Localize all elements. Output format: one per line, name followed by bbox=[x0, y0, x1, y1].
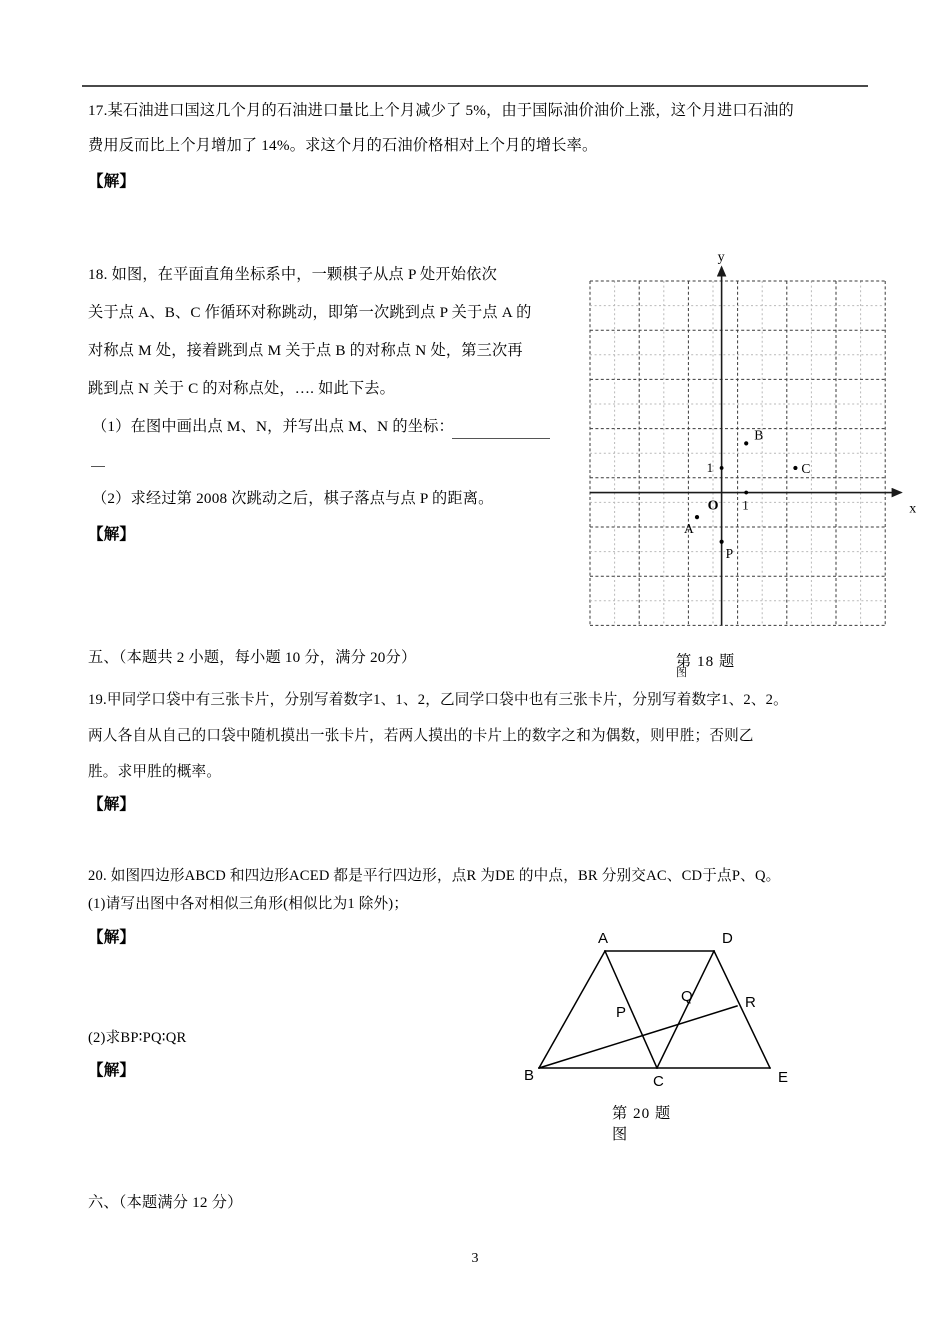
q19-solve-label: 【解】 bbox=[88, 796, 136, 813]
q20-line1: 20. 如图四边形ABCD 和四边形ACED 都是平行四边形，点R 为DE 的中点，BR 分别交AC、CD于点P、Q。 bbox=[88, 868, 781, 884]
q18-sub1: （1）在图中画出点 M、N，并写出点 M、N 的坐标： bbox=[92, 418, 454, 435]
coordinate-grid-svg bbox=[590, 250, 917, 631]
q18-figure-caption-line2: 图 bbox=[676, 667, 688, 679]
vertex-label-e: E bbox=[778, 1069, 789, 1086]
q19-line3: 胜。求甲胜的概率。 bbox=[88, 764, 222, 780]
q20-solve-label-2: 【解】 bbox=[88, 1062, 136, 1079]
q20-figure-caption-line2: 图 bbox=[612, 1126, 629, 1143]
q18-line1: 18. 如图，在平面直角坐标系中，一颗棋子从点 P 处开始依次 bbox=[88, 266, 497, 283]
q18-answer-blank-1[interactable] bbox=[452, 438, 550, 439]
vertex-label-q: Q bbox=[681, 988, 693, 1005]
point-label-p: P bbox=[725, 545, 734, 561]
q17-line2: 费用反而比上个月增加了 14%。求这个月的石油价格相对上个月的增长率。 bbox=[88, 137, 598, 154]
q18-sub2: （2）求经过第 2008 次跳动之后，棋子落点与点 P 的距离。 bbox=[92, 490, 494, 507]
point-label-c: C bbox=[801, 460, 811, 476]
q17-line1: 17.某石油进口国这几个月的石油进口量比上个月减少了 5%，由于国际油价油价上涨，这个月进口石油的 bbox=[88, 102, 794, 119]
q19-line1: 19.甲同学口袋中有三张卡片，分别写着数字1、1、2，乙同学口袋中也有三张卡片，分别写着数字1、2、2。 bbox=[88, 692, 788, 708]
page-number: 3 bbox=[471, 1251, 479, 1266]
q20-sub2: (2)求BP∶PQ∶QR bbox=[88, 1030, 187, 1046]
geometry-svg bbox=[500, 930, 800, 1095]
q18-figure-caption-line1: 第 18 题 bbox=[676, 653, 736, 670]
q20-solve-label-1: 【解】 bbox=[88, 929, 136, 946]
vertex-label-d: D bbox=[722, 930, 733, 947]
q20-figure-caption-line1: 第 20 题 bbox=[612, 1105, 672, 1122]
section6-heading: 六、（本题满分 12 分） bbox=[88, 1194, 243, 1211]
geometry-segment-ac bbox=[605, 951, 657, 1068]
vertex-label-c: C bbox=[653, 1073, 664, 1090]
q17-solve-label: 【解】 bbox=[88, 173, 136, 190]
q18-line3: 对称点 M 处，接着跳到点 M 关于点 B 的对称点 N 处，第三次再 bbox=[88, 342, 523, 359]
q20-sub1: (1)请写出图中各对相似三角形(相似比为1 除外)； bbox=[88, 896, 409, 912]
y-tick-label-1: 1 bbox=[706, 459, 714, 475]
plotted-point-a bbox=[695, 515, 699, 519]
vertex-label-a: A bbox=[598, 930, 609, 947]
q18-line2: 关于点 A、B、C 作循环对称跳动，即第一次跳到点 P 关于点 A 的 bbox=[88, 304, 532, 321]
point-label-b: B bbox=[754, 427, 764, 443]
geometry-segment-de bbox=[714, 951, 770, 1068]
q18-answer-blank-2[interactable] bbox=[91, 466, 105, 467]
vertex-label-b: B bbox=[524, 1067, 535, 1084]
q18-solve-label: 【解】 bbox=[88, 526, 136, 543]
vertex-label-p: P bbox=[616, 1004, 627, 1021]
q20-geometry-figure bbox=[500, 930, 800, 1090]
y-axis-label: y bbox=[717, 250, 725, 265]
x-axis-label: x bbox=[909, 501, 917, 517]
q19-line2: 两人各自从自己的口袋中随机摸出一张卡片，若两人摸出的卡片上的数字之和为偶数，则甲胜；否则乙 bbox=[88, 728, 754, 744]
axis-unit-tick-dot bbox=[720, 466, 724, 470]
x-tick-label-1: 1 bbox=[742, 497, 749, 513]
point-label-a: A bbox=[684, 521, 694, 537]
q18-coordinate-grid-figure bbox=[590, 250, 917, 626]
geometry-segment-cd bbox=[657, 951, 714, 1068]
axis-unit-tick-dot bbox=[744, 491, 748, 495]
vertex-label-r: R bbox=[745, 994, 756, 1011]
plotted-point-c bbox=[793, 466, 797, 470]
origin-label: O bbox=[707, 498, 719, 514]
plotted-point-p bbox=[720, 540, 724, 544]
q18-line4: 跳到点 N 关于 C 的对称点处，…. 如此下去。 bbox=[88, 380, 396, 397]
header-rule bbox=[82, 85, 868, 87]
plotted-point-b bbox=[744, 441, 748, 445]
section5-heading: 五、（本题共 2 小题，每小题 10 分，满分 20分） bbox=[88, 649, 417, 666]
